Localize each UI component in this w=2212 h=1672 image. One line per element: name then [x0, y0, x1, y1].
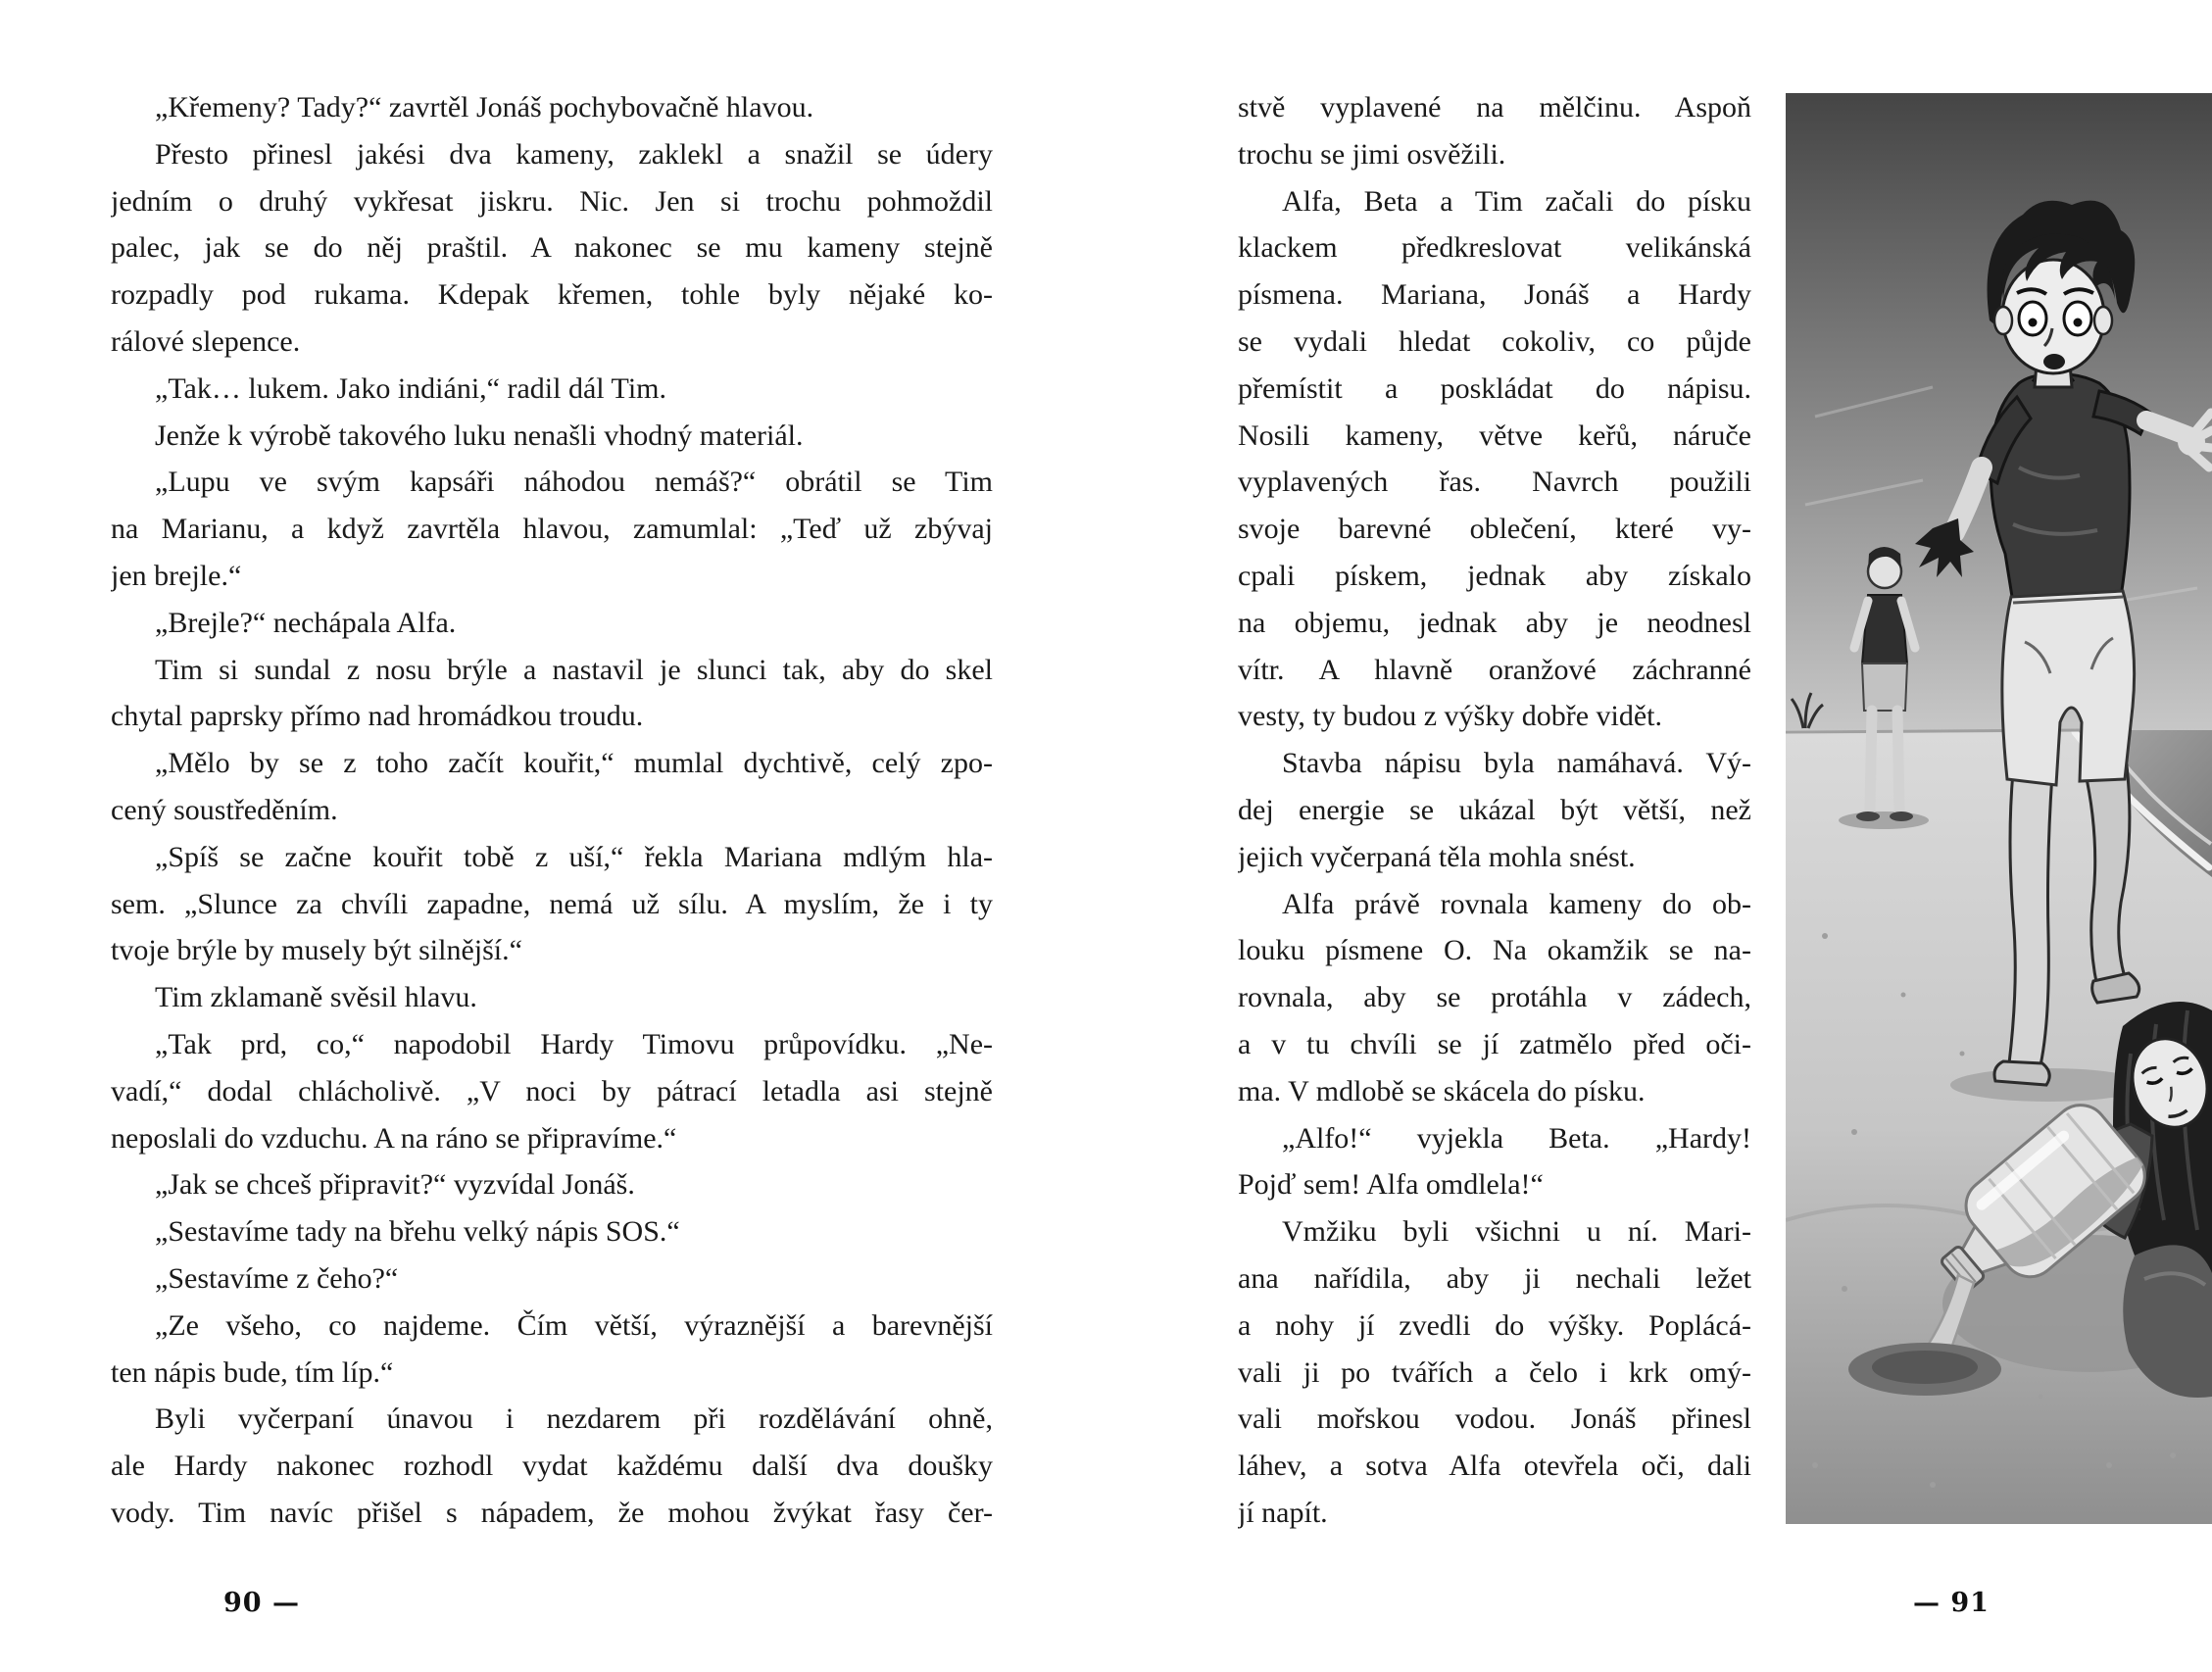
paragraph	[111, 834, 993, 974]
text-line: louku písmene O. Na okamžik se na-	[1238, 934, 1751, 967]
text-line: ten nápis bude, tím líp.“	[111, 1355, 394, 1389]
right-text-column	[1238, 84, 1751, 1537]
text-line: Byli vyčerpaní únavou i nezdarem při rozdělávání ohně,	[155, 1402, 993, 1436]
text-line: Jenže k výrobě takového luku nenašli vhodný materiál.	[155, 418, 804, 452]
text-line: „Tak… lukem. Jako indiáni,“ radil dál Tim.	[155, 371, 666, 405]
paragraph	[111, 413, 993, 460]
text-line: jejich vyčerpaná těla mohla snést.	[1238, 840, 1636, 873]
paragraph	[111, 740, 993, 834]
illustration-svg	[1786, 93, 2212, 1524]
text-line: „Lupu ve svým kapsáři náhodou nemáš?“ obrátil se Tim	[155, 466, 993, 499]
text-line: se vydali hledat cokoliv, co půjde	[1238, 324, 1751, 358]
text-line: „Sestavíme tady na břehu velký nápis SOS.“	[155, 1215, 680, 1249]
paragraph	[111, 459, 993, 599]
text-line: ma. V mdlobě se skácela do písku.	[1238, 1074, 1646, 1107]
text-line: jen brejle.“	[111, 559, 242, 592]
text-line: jí napít.	[1238, 1496, 1328, 1529]
text-line: rozpadly pod rukama. Kdepak křemen, tohle byly nějaké ko-	[111, 278, 993, 312]
paragraph	[111, 366, 993, 413]
text-line: „Jak se chceš připravit?“ vyzvídal Jonáš.	[155, 1168, 635, 1202]
paragraph	[111, 1208, 993, 1255]
paragraph	[1238, 1208, 1751, 1537]
text-line: jedním o druhý vykřesat jiskru. Nic. Jen si trochu pohmoždil	[111, 184, 993, 218]
text-line: cpali pískem, jednak aby získalo	[1238, 559, 1751, 592]
paragraph	[111, 84, 993, 131]
paragraph	[1238, 1115, 1751, 1209]
text-line: „Ze všeho, co najdeme. Čím větší, výraznější a barevnější	[155, 1308, 993, 1342]
paragraph	[1238, 881, 1751, 1115]
text-line: sem. „Slunce za chvíli zapadne, nemá už sílu. A myslím, že i ty	[111, 887, 993, 920]
text-line: palec, jak se do něj praštil. A nakonec se mu kameny stejně	[111, 231, 993, 265]
text-line: Pojď sem! Alfa omdlela!“	[1238, 1168, 1544, 1202]
text-line: vyplavených řas. Navrch použili	[1238, 466, 1751, 499]
left-text-column	[111, 84, 993, 1537]
illustration-beach-rescue	[1786, 93, 2212, 1524]
text-line: vesty, ty budou z výšky dobře vidět.	[1238, 700, 1662, 733]
text-line: Stavba nápisu byla namáhavá. Vý-	[1282, 747, 1751, 780]
text-line: „Brejle?“ nechápala Alfa.	[155, 606, 457, 639]
text-line: vali mořskou vodou. Jonáš přinesl	[1238, 1402, 1751, 1436]
text-line: Přesto přinesl jakési dva kameny, zaklekl a snažil se údery	[155, 137, 993, 171]
page-number-left: 90 —	[223, 1588, 300, 1618]
text-line: dej energie se ukázal být větší, než	[1238, 793, 1751, 826]
text-line: vadí,“ dodal chlácholivě. „V noci by pátrací letadla asi stejně	[111, 1074, 993, 1107]
text-line: „Spíš se začne kouřit tobě z uší,“ řekla Mariana mdlým hla-	[155, 840, 993, 873]
paragraph	[111, 647, 993, 741]
text-line: písmena. Mariana, Jonáš a Hardy	[1238, 278, 1751, 312]
paragraph	[111, 1255, 993, 1303]
text-line: rálové slepence.	[111, 324, 301, 358]
paragraph	[111, 600, 993, 647]
text-line: „Mělo by se z toho začít kouřit,“ mumlal dychtivě, celý zpo-	[155, 747, 993, 780]
text-line: Vmžiku byli všichni u ní. Mari-	[1282, 1215, 1751, 1249]
text-line: svoje barevné oblečení, které vy-	[1238, 513, 1751, 546]
text-line: trochu se jimi osvěžili.	[1238, 137, 1506, 171]
text-line: vali ji po tvářích a čelo i krk omý-	[1238, 1355, 1751, 1389]
text-line: „Tak prd, co,“ napodobil Hardy Timovu průpovídku. „Ne-	[155, 1027, 993, 1060]
text-line: a v tu chvíli se jí zatmělo před oči-	[1238, 1027, 1751, 1060]
paragraph	[1238, 178, 1751, 741]
paragraph	[111, 131, 993, 366]
text-line: tvoje brýle by musely být silnější.“	[111, 934, 522, 967]
text-line: chytal paprsky přímo nad hromádkou troudu.	[111, 700, 644, 733]
text-line: stvě vyplavené na mělčinu. Aspoň	[1238, 91, 1751, 123]
paragraph	[111, 1303, 993, 1397]
text-line: ale Hardy nakonec rozhodl vydat každému další dva doušky	[111, 1450, 993, 1483]
text-line: na Marianu, a když zavrtěla hlavou, zamumlal: „Teď už zbývaj	[111, 513, 993, 546]
text-line: neposlali do vzduchu. A na ráno se připravíme.“	[111, 1121, 677, 1155]
text-line: a nohy jí zvedli do výšky. Poplácá-	[1238, 1308, 1751, 1342]
paragraph	[111, 1396, 993, 1536]
paragraph	[1238, 84, 1751, 178]
text-line: Tim zklamaně svěsil hlavu.	[155, 981, 477, 1014]
text-line: Alfa, Beta a Tim začali do písku	[1282, 184, 1751, 218]
text-line: Nosili kameny, větve keřů, náruče	[1238, 418, 1751, 452]
text-line: vody. Tim navíc přišel s nápadem, že mohou žvýkat řasy čer-	[111, 1496, 993, 1529]
paragraph	[111, 1161, 993, 1208]
text-line: klackem předkreslovat velikánská	[1238, 231, 1751, 265]
text-line: na objemu, jednak aby je neodnesl	[1238, 606, 1751, 639]
text-line: vítr. A hlavně oranžové záchranné	[1238, 653, 1751, 686]
page-number-right: — 91	[1913, 1588, 1990, 1618]
text-line: „Křemeny? Tady?“ zavrtěl Jonáš pochybovačně hlavou.	[155, 91, 814, 123]
text-line: „Alfo!“ vyjekla Beta. „Hardy!	[1282, 1121, 1751, 1155]
text-line: přemístit a poskládat do nápisu.	[1238, 371, 1751, 405]
text-line: láhev, a sotva Alfa otevřela oči, dali	[1238, 1450, 1751, 1483]
paragraph	[111, 974, 993, 1021]
text-line: Alfa právě rovnala kameny do ob-	[1282, 887, 1751, 920]
paragraph	[1238, 740, 1751, 880]
text-line: Tim si sundal z nosu brýle a nastavil je slunci tak, aby do skel	[155, 653, 993, 686]
text-line: rovnala, aby se protáhla v zádech,	[1238, 981, 1751, 1014]
text-line: „Sestavíme z čeho?“	[155, 1261, 399, 1295]
paragraph	[111, 1021, 993, 1161]
text-line: ana nařídila, aby ji nechali ležet	[1238, 1261, 1751, 1295]
text-line: cený soustředěním.	[111, 793, 338, 826]
